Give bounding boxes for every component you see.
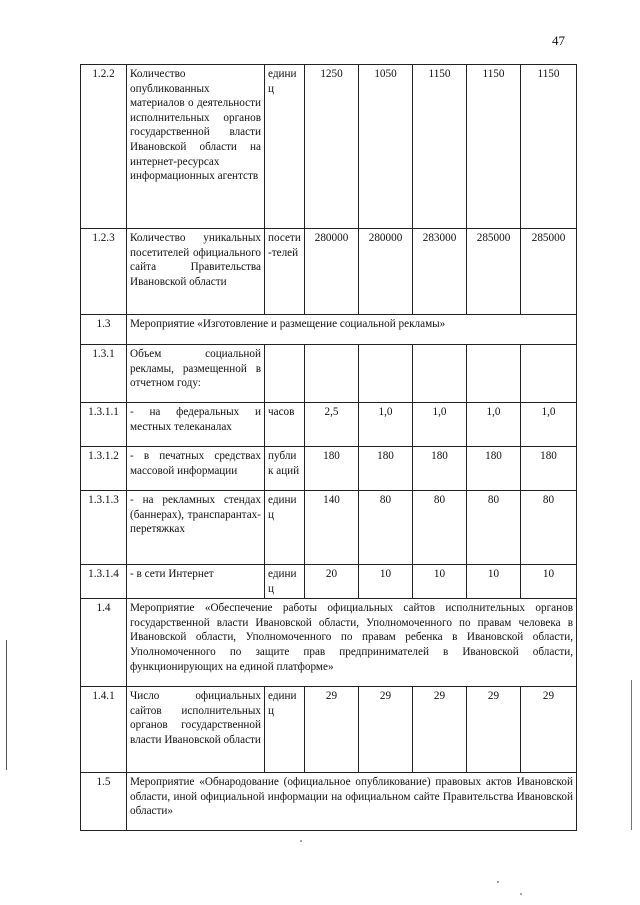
row-number: 1.3.1 [81,345,127,403]
indicator-value [413,345,467,403]
indicator-value: 285000 [521,229,577,315]
indicator-value [359,345,413,403]
indicator-value: 10 [413,565,467,599]
scan-speck [497,881,499,883]
unit-of-measure: часов [265,403,305,447]
indicator-value: 1,0 [413,403,467,447]
activity-row [81,599,577,687]
indicator-value [305,345,359,403]
indicator-value: 140 [305,491,359,565]
indicator-value: 1,0 [359,403,413,447]
activity-row [81,773,577,831]
scan-speck [520,893,522,895]
indicator-value: 1,0 [467,403,521,447]
indicator-description: Количество опубликованных материалов о деятельности исполнительных органов государственной власти Ивановской области на интернет-ресурсах информационных агентств [127,65,265,229]
unit-of-measure: единиц [265,65,305,229]
indicator-value: 80 [467,491,521,565]
indicator-value: 180 [413,447,467,491]
indicator-value: 10 [359,565,413,599]
row-number: 1.3 [81,315,127,345]
unit-of-measure: единиц [265,687,305,773]
unit-of-measure: единиц [265,491,305,565]
indicator-value: 29 [305,687,359,773]
indicator-description: Число официальных сайтов исполнительных органов государственной власти Ивановской области [127,687,265,773]
scan-edge-line [631,680,632,830]
page-number: 47 [552,33,565,48]
indicator-value: 80 [359,491,413,565]
table-row [81,687,577,773]
activity-title: Мероприятие «Обеспечение работы официальных сайтов исполнительных органов государственной власти Ивановской области, Уполномоченного по правам человека в Ивановской области, Уполномоченного по правам ребенка в Ивановской области, Уполномоченного по защите прав предпринимателей в Ивановской области, функционирующих на единой платформе» [127,599,577,687]
indicator-value: 180 [467,447,521,491]
indicator-description: Объем социальной рекламы, размещенной в отчетном году: [127,345,265,403]
indicator-value: 80 [413,491,467,565]
table-row [81,345,577,403]
row-number: 1.3.1.4 [81,565,127,599]
activity-title: Мероприятие «Обнародование (официальное опубликование) правовых актов Ивановской области, иной официальной информации на официальном сайте Правительства Ивановской области» [127,773,577,831]
activity-title: Мероприятие «Изготовление и размещение социальной рекламы» [127,315,577,345]
indicator-value: 180 [305,447,359,491]
indicator-value: 10 [521,565,577,599]
indicator-value: 29 [413,687,467,773]
unit-of-measure: единиц [265,565,305,599]
indicator-value: 29 [467,687,521,773]
table-row [81,65,577,229]
indicator-value: 180 [521,447,577,491]
scan-speck [300,840,302,842]
row-number: 1.3.1.3 [81,491,127,565]
indicator-value: 280000 [305,229,359,315]
indicator-value: 1250 [305,65,359,229]
table-row [81,229,577,315]
row-number: 1.3.1.1 [81,403,127,447]
unit-of-measure: посети-телей [265,229,305,315]
row-number: 1.3.1.2 [81,447,127,491]
indicator-value: 80 [521,491,577,565]
unit-of-measure: публик аций [265,447,305,491]
indicator-value [521,345,577,403]
row-number: 1.2.3 [81,229,127,315]
indicator-value: 10 [467,565,521,599]
indicator-value: 29 [359,687,413,773]
indicators-table [80,64,577,831]
scan-margin-line [6,640,7,770]
indicator-description: - на федеральных и местных телеканалах [127,403,265,447]
indicator-value: 283000 [413,229,467,315]
indicator-value: 1150 [413,65,467,229]
indicator-value: 20 [305,565,359,599]
indicator-description: - на рекламных стендах (баннерах), транспарантах-перетяжках [127,491,265,565]
indicator-value: 1050 [359,65,413,229]
indicator-value: 280000 [359,229,413,315]
table-row [81,491,577,565]
indicator-value: 1150 [521,65,577,229]
row-number: 1.4.1 [81,687,127,773]
indicator-value: 2,5 [305,403,359,447]
indicator-value: 1,0 [521,403,577,447]
row-number: 1.5 [81,773,127,831]
table-row [81,447,577,491]
table-row [81,403,577,447]
indicator-value: 285000 [467,229,521,315]
indicator-value: 1150 [467,65,521,229]
indicator-description: - в печатных средствах массовой информации [127,447,265,491]
unit-of-measure [265,345,305,403]
indicator-value [467,345,521,403]
row-number: 1.2.2 [81,65,127,229]
activity-row [81,315,577,345]
table-row [81,565,577,599]
indicator-description: - в сети Интернет [127,565,265,599]
indicator-value: 180 [359,447,413,491]
indicator-description: Количество уникальных посетителей официального сайта Правительства Ивановской области [127,229,265,315]
indicator-value: 29 [521,687,577,773]
row-number: 1.4 [81,599,127,687]
